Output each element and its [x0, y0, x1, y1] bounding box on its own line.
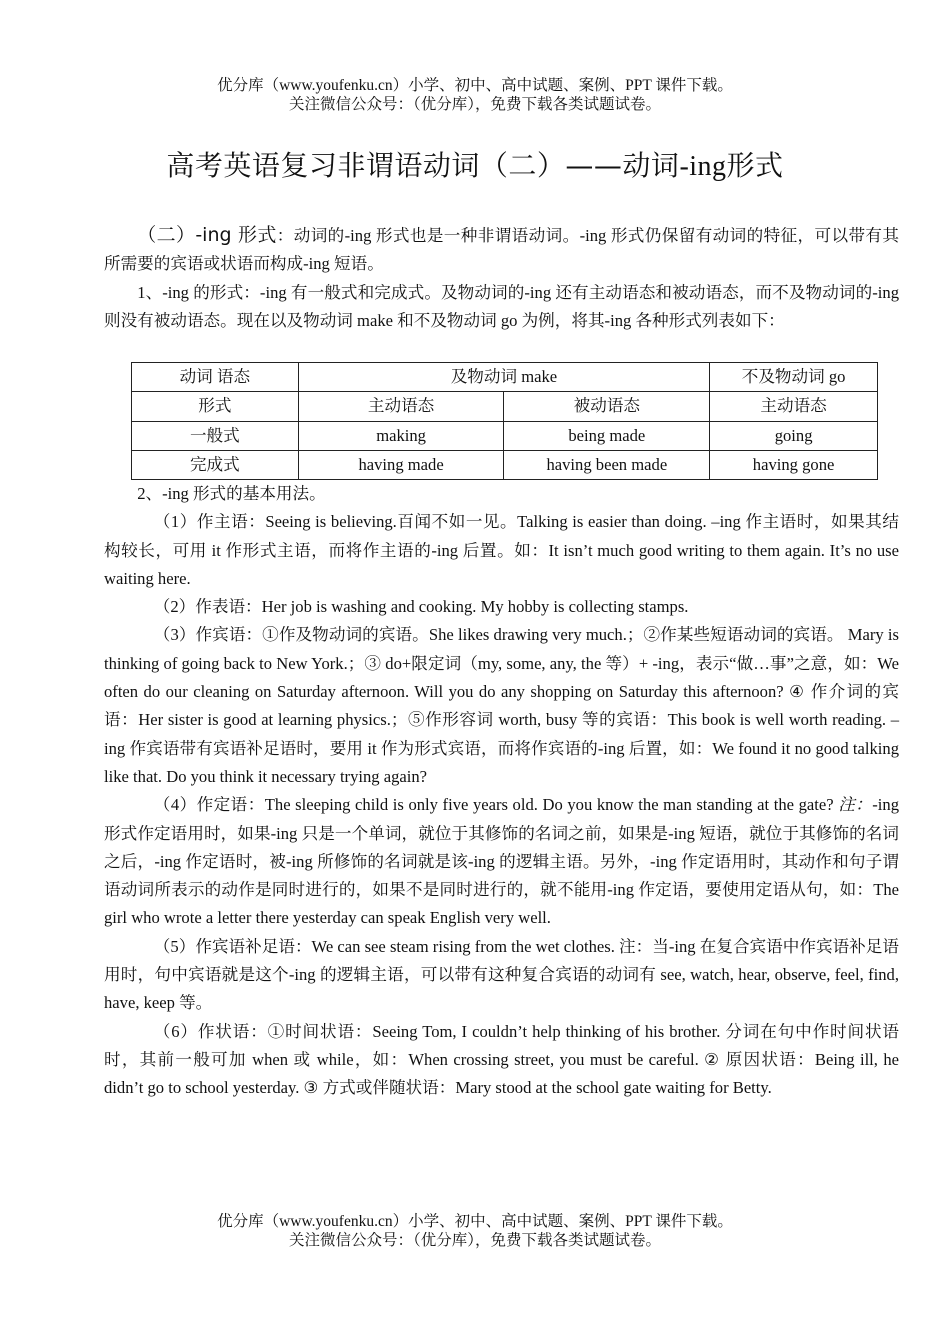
- title-part-1: 高考英语复习非谓语动词（二）——动词: [166, 149, 680, 182]
- footer-line-2: 关注微信公众号：（优分库），免费下载各类试题试卷。: [288, 1232, 661, 1249]
- usage-predicative: （2）作表语：Her job is washing and cooking. My hobby is collecting stamps.: [153, 597, 689, 617]
- transitive-header: 及物动词 make: [298, 363, 709, 392]
- header-line-2: 关注微信公众号：（优分库），免费下载各类试题试卷。: [288, 96, 661, 113]
- intro-paragraph: [104, 221, 899, 279]
- footer-line-1: 优分库（www.youfenku.cn）小学、初中、高中试题、案例、PPT 课件下载。: [217, 1213, 733, 1230]
- passive-cell: having been made: [504, 450, 710, 479]
- page-header: [0, 76, 950, 114]
- usage-attribute-a: （4）作定语：The sleeping child is only five years old. Do you know the man standing at the gate?: [153, 795, 839, 815]
- ing-forms-table: [131, 362, 878, 480]
- usage-heading: 2、-ing 形式的基本用法。: [137, 484, 326, 503]
- page-footer: [0, 1212, 950, 1250]
- table-row: [132, 450, 878, 479]
- intrans-cell: going: [710, 421, 878, 450]
- corner-cell-top: 动词 语态: [132, 363, 299, 392]
- active-cell: having made: [298, 450, 504, 479]
- usage-object: （3）作宾语：①作及物动词的宾语。She likes drawing very much.；②作某些短语动词的宾语。 Mary is thinking of going back to New York.；③ do+限定词（my, some, any, the 等）+ -ing，表示“做…事”之意，如：We often do our cleaning on Saturday afternoon. Will you do any shopping on Saturday this afternoon? ④ 作介词的宾语：Her sister is good at learning physics.；⑤作形容词 worth, busy 等的宾语：This book is well worth reading. –ing 作宾语带有宾语补足语时，要用 it 作为形式宾语，而将作宾语的-ing 后置，如：We found it no good talking like that. Do you think it necessary trying again?: [104, 625, 899, 786]
- usage-attribute: [104, 791, 899, 932]
- voice-active-header: 主动语态: [298, 392, 504, 421]
- usage-subject: （1）作主语：Seeing is believing.百闻不如一见。Talking is easier than doing. –ing 作主语时，如果其结构较长，可用 it 作形式主语，而将作主语的-ing 后置。如：It isn’t much good writing to them again. It’s no use waiting here.: [104, 512, 899, 588]
- passive-cell: being made: [504, 421, 710, 450]
- header-line-1: 优分库（www.youfenku.cn）小学、初中、高中试题、案例、PPT 课件下载。: [217, 77, 733, 94]
- form-cell: 一般式: [132, 421, 299, 450]
- intrans-cell: having gone: [710, 450, 878, 479]
- forms-paragraph: 1、-ing 的形式：-ing 有一般式和完成式。及物动词的-ing 还有主动语态和被动语态，而不及物动词的-ing 则没有被动语态。现在以及物动词 make 和不及物动词 go 为例，将其-ing 各种形式列表如下：: [104, 282, 899, 330]
- section-label: （二）-ing 形式: [137, 224, 277, 246]
- note-label: 注：: [838, 795, 873, 815]
- table-voice-row: [132, 392, 878, 421]
- intransitive-header: 不及物动词 go: [710, 363, 878, 392]
- form-cell: 完成式: [132, 450, 299, 479]
- usage-complement: （5）作宾语补足语：We can see steam rising from the wet clothes. 注：当-ing 在复合宾语中作宾语补足语用时，句中宾语就是这个-ing 的逻辑主语，可以带有这种复合宾语的动词有 see, watch, hear, observe, feel, find, have, keep 等。: [104, 936, 899, 1013]
- table-header-row: [132, 363, 878, 392]
- voice-passive-header: 被动语态: [504, 392, 710, 421]
- corner-cell-bottom: 形式: [132, 392, 299, 421]
- intro-text: ：动词的-ing 形式也是一种非谓语动词。-ing 形式仍保留有动词的特征，可以带有其所需要的宾语或状语而构成-ing 短语。: [104, 226, 899, 274]
- table-row: [132, 421, 878, 450]
- document-title: [0, 146, 950, 187]
- intro-section: [104, 221, 899, 335]
- title-part-2: -ing: [679, 151, 727, 182]
- voice-active-header-2: 主动语态: [710, 392, 878, 421]
- title-part-3: 形式: [726, 149, 784, 182]
- usage-section: [104, 480, 899, 1103]
- usage-attribute-b: -ing 形式作定语用时，如果-ing 只是一个单词，就位于其修饰的名词之前，如果是-ing 短语，就位于其修饰的名词之后，-ing 作定语时，被-ing 所修饰的名词就是该-ing 的逻辑主语。另外，-ing 作定语用时，其动作和句子谓语动词所表示的动作是同时进行的，如果不是同时进行的，就不能用-ing 作定语，要使用定语从句，如：The girl who wrote a letter there yesterday can speak English very well.: [104, 795, 899, 928]
- active-cell: making: [298, 421, 504, 450]
- usage-adverbial: （6）作状语：①时间状语：Seeing Tom, I couldn’t help thinking of his brother. 分词在句中作时间状语时，其前一般可加 when 或 while，如：When crossing street, you must be careful. ② 原因状语：Being ill, he didn’t go to school yesterday. ③ 方式或伴随状语：Mary stood at the school gate waiting for Betty.: [104, 1021, 899, 1098]
